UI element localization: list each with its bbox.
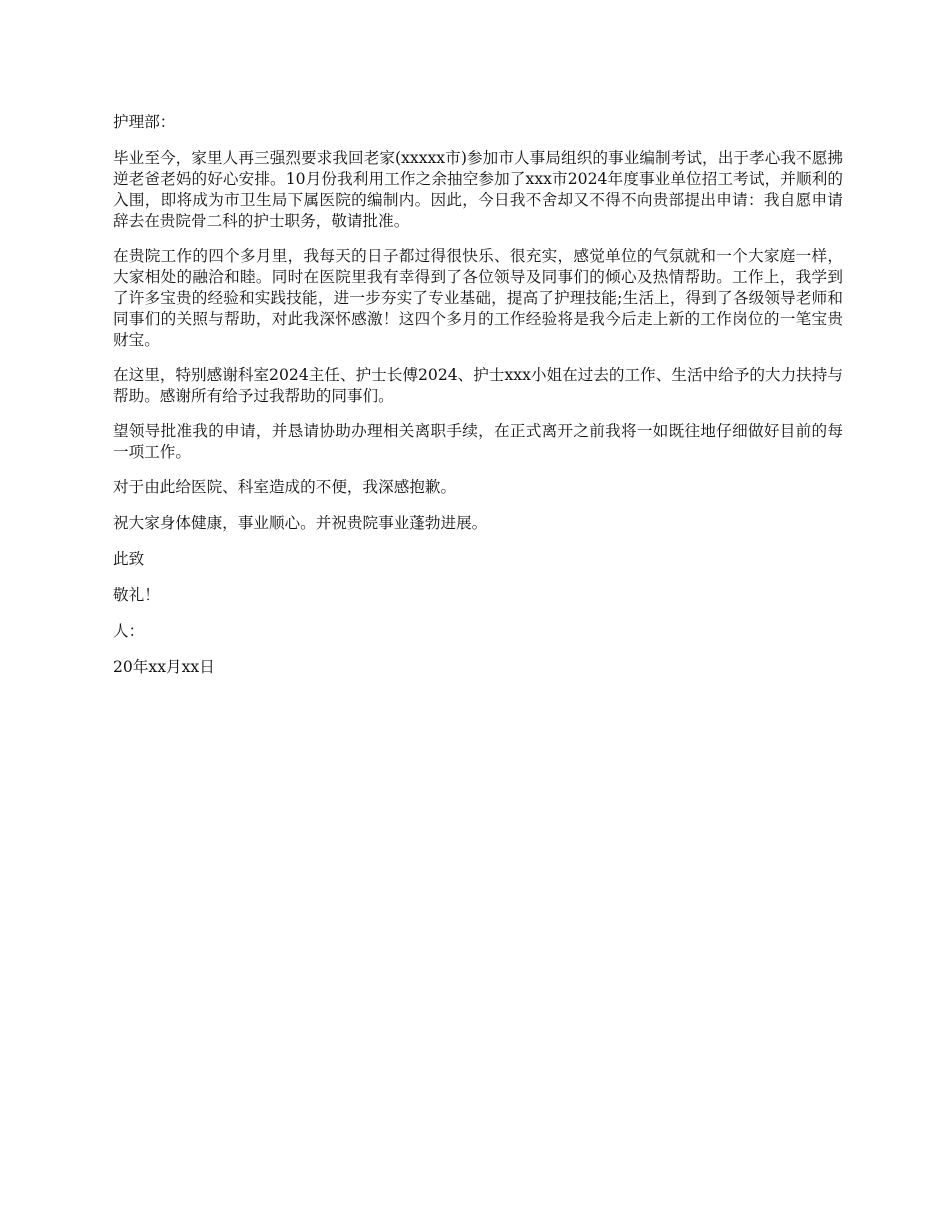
- date-line: 20年xx月xx日: [113, 658, 215, 676]
- closing-line-1: 此致: [113, 550, 145, 568]
- paragraph-1: 毕业至今，家里人再三强烈要求我回老家(xxxxx市)参加市人事局组织的事业编制考试，出于孝心我不愿拂逆老爸老妈的好心安排。10月份我利用工作之余抽空参加了xxx市2024年度事业单位招工考试，并顺利的入围，即将成为市卫生局下属医院的编制内。因此，今日我不舍却又不得不向贵部提出申请：我自愿申请辞去在贵院骨二科的护士职务，敬请批准。: [113, 149, 843, 230]
- paragraph-2: 在贵院工作的四个多月里，我每天的日子都过得很快乐、很充实，感觉单位的气氛就和一个大家庭一样，大家相处的融洽和睦。同时在医院里我有幸得到了各位领导及同事们的倾心及热情帮助。工作上，我学到了许多宝贵的经验和实践技能，进一步夯实了专业基础，提高了护理技能;生活上，得到了各级领导老师和同事们的关照与帮助，对此我深怀感激！这四个多月的工作经验将是我今后走上新的工作岗位的一笔宝贵财宝。: [113, 247, 843, 349]
- paragraph-6: 祝大家身体健康，事业顺心。并祝贵院事业蓬勃进展。: [113, 514, 488, 532]
- letter-document: [113, 112, 843, 693]
- paragraph-3: 在这里，特别感谢科室2024主任、护士长傅2024、护士xxx小姐在过去的工作、生活中给予的大力扶持与帮助。感谢所有给予过我帮助的同事们。: [113, 366, 843, 405]
- paragraph-5: 对于由此给医院、科室造成的不便，我深感抱歉。: [113, 478, 457, 496]
- paragraph-4: 望领导批准我的申请，并恳请协助办理相关离职手续，在正式离开之前我将一如既往地仔细做好目前的每一项工作。: [113, 422, 843, 461]
- salutation: 护理部：: [113, 113, 176, 131]
- closing-line-2: 敬礼！: [113, 586, 160, 604]
- signature-line: 人：: [113, 622, 145, 640]
